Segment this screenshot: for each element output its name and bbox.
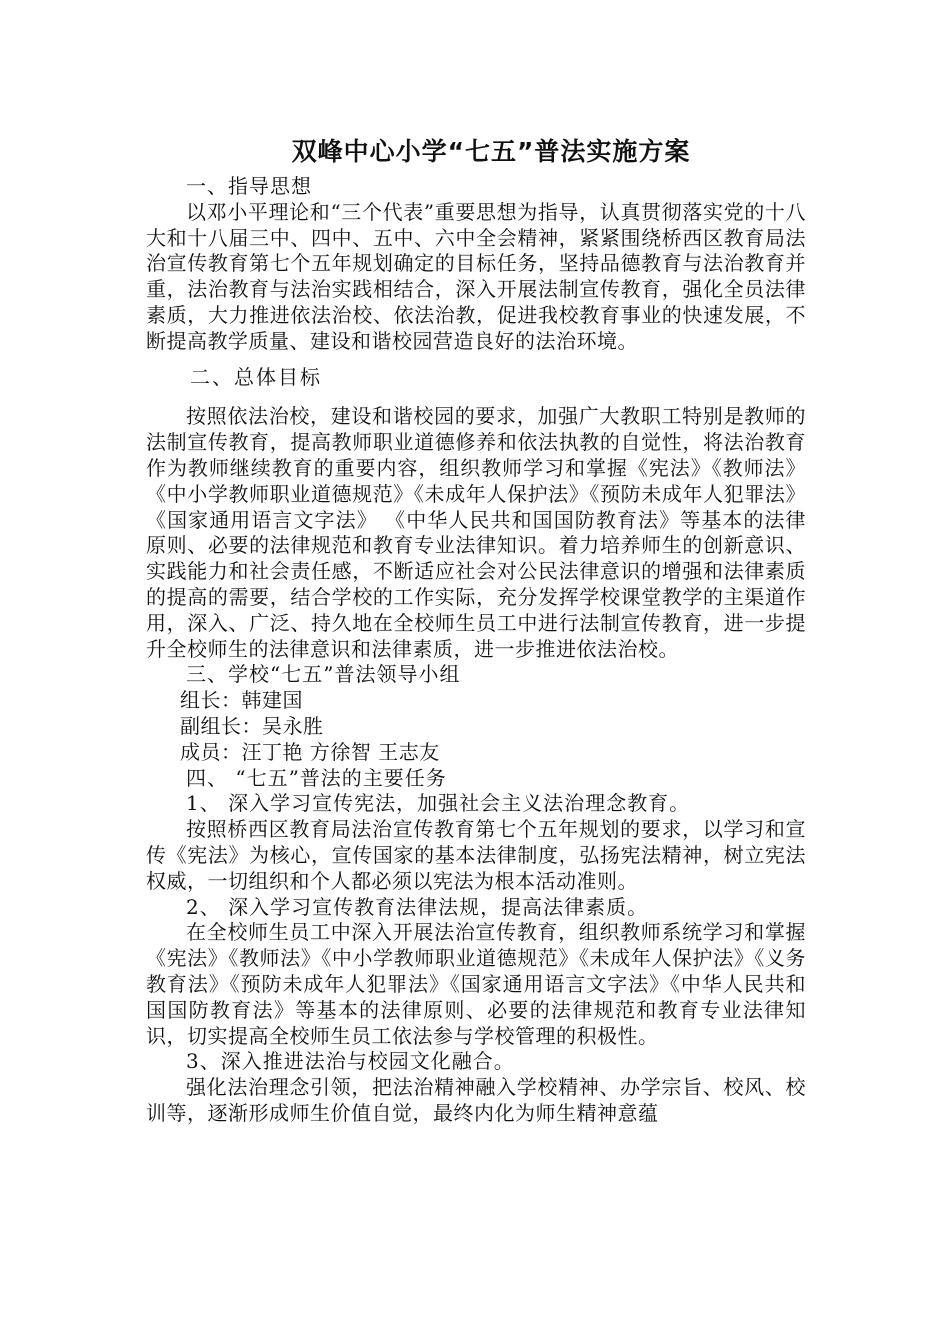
group-members: 成员：汪丁艳 方徐智 王志友 xyxy=(180,739,440,764)
task-3-heading: 3、深入推进法治与校园文化融合。 xyxy=(186,1049,515,1074)
task-2-heading: 2、 深入学习宣传教育法律法规，提高法律素质。 xyxy=(186,894,649,919)
task-3-paragraph: 强化法治理念引领，把法治精神融入学校精神、办学宗旨、校风、校训等，逐渐形成师生价值自觉，最终内化为师生精神意蕴 xyxy=(146,1075,806,1125)
paragraph-overall-goal: 按照依法治校，建设和谐校园的要求，加强广大教职工特别是教师的法制宣传教育，提高教师职业道德修养和依法执教的自觉性，将法治教育作为教师继续教育的重要内容，组织教师学习和掌握《宪法》《教师法》《中小学教师职业道德规范》《未成年人保护法》《预防未成年人犯罪法》《国家通用语言文字法》 《中华人民共和国国防教育法》等基本的法律原则、必要的法律规范和教育专业法律知识。着力培养师生的创新意识、实践能力和社会责任感，不断适应社会对公民法律意识的增强和法律素质的提高的需要，结合学校的工作实际，充分发挥学校课堂教学的主渠道作用，深入、广泛、持久地在全校师生员工中进行法制宣传教育，进一步提升全校师生的法律意识和法律素质，进一步推进依法治校。 xyxy=(146,404,806,661)
task-1-heading: 1、 深入学习宣传宪法，加强社会主义法治理念教育。 xyxy=(186,791,691,816)
group-leader: 组长：韩建国 xyxy=(180,688,303,713)
task-2-paragraph: 在全校师生员工中深入开展法治宣传教育，组织教师系统学习和掌握《宪法》《教师法》《中小学教师职业道德规范》《未成年人保护法》《义务教育法》《预防未成年人犯罪法》《国家通用语言文字法》《中华人民共和国国防教育法》等基本的法律原则、必要的法律规范和教育专业法律知识，切实提高全校师生员工依法参与学校管理的积极性。 xyxy=(146,920,806,1048)
task-1-paragraph: 按照桥西区教育局法治宣传教育第七个五年规划的要求，以学习和宣传《宪法》为核心，宣传国家的基本法律制度，弘扬宪法精神，树立宪法权威，一切组织和个人都必须以宪法为根本活动准则。 xyxy=(146,817,806,893)
group-deputy-leader: 副组长：吴永胜 xyxy=(180,713,324,738)
paragraph-guiding-ideology: 以邓小平理论和“三个代表”重要思想为指导，认真贯彻落实党的十八大和十八届三中、四中、五中、六中全会精神，紧紧围绕桥西区教育局法治宣传教育第七个五年规划确定的目标任务，坚持品德教育与法治教育并重，法治教育与法治实践相结合，深入开展法制宣传教育，强化全员法律素质，大力推进依法治校、依法治教，促进我校教育事业的快速发展，不断提高教学质量、建设和谐校园营造良好的法治环境。 xyxy=(146,199,806,353)
section-heading-main-tasks: 四、 “七五”普法的主要任务 xyxy=(186,765,447,790)
document-title: 双峰中心小学“七五”普法实施方案 xyxy=(291,137,691,166)
section-heading-leadership-group: 三、学校“七五”普法领导小组 xyxy=(186,662,461,687)
section-heading-guiding-ideology: 一、指导思想 xyxy=(186,174,312,198)
document-body xyxy=(146,130,806,1127)
section-heading-overall-goal: 二、总体目标 xyxy=(190,364,322,389)
